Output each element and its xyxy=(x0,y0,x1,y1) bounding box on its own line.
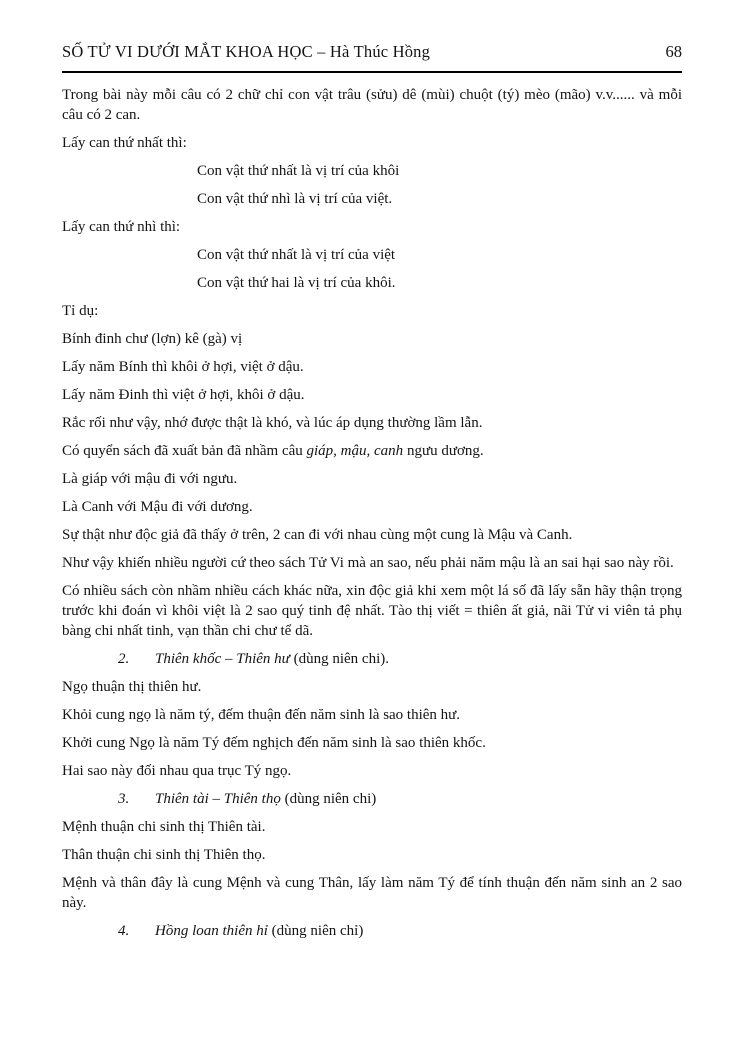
paragraph-ngo-thuan: Ngọ thuận thị thiên hư. xyxy=(62,679,202,695)
text-run: ngưu dương. xyxy=(403,443,484,459)
page-content xyxy=(62,85,682,941)
paragraph-su-that: Sự thật như độc giả đã thấy ở trên, 2 can đi với nhau cùng một cung là Mậu và Canh. xyxy=(62,527,573,543)
paragraph-khoi-nghich: Khởi cung Ngọ là năm Tý đếm nghịch đến năm sinh là sao thiên khốc. xyxy=(62,735,486,751)
running-title: SỐ TỬ VI DƯỚI MẮT KHOA HỌC – Hà Thúc Hồng xyxy=(62,42,431,61)
heading-suffix: (dùng niên chỉ) xyxy=(267,923,364,939)
paragraph-lay-can-1: Lấy can thứ nhất thì: xyxy=(62,135,187,151)
indented-line: Con vật thứ nhất là vị trí của việt xyxy=(197,247,396,263)
heading-number: 4. xyxy=(118,923,130,939)
heading-title: Thiên khốc – Thiên hư xyxy=(155,651,290,667)
paragraph-rac-roi: Rắc rối như vậy, nhớ được thật là khó, và lúc áp dụng thường lầm lẫn. xyxy=(62,415,483,431)
heading-suffix: (dùng niên chi). xyxy=(289,651,389,667)
paragraph-lay-nam-binh: Lấy năm Bính thì khôi ở hợi, việt ở dậu. xyxy=(62,359,304,375)
indented-line: Con vật thứ nhất là vị trí của khôi xyxy=(197,163,400,179)
page-header xyxy=(62,42,682,73)
page-number: 68 xyxy=(665,42,682,61)
heading-title: Hồng loan thiên hỉ xyxy=(155,923,268,939)
paragraph-binh-dinh: Bính đinh chư (lợn) kê (gà) vị xyxy=(62,331,243,347)
paragraph-la-canh: Là Canh với Mậu đi với dương. xyxy=(62,499,253,515)
text-run: Có quyển sách đã xuất bản đã nhầm câu xyxy=(62,443,307,459)
section-heading-4 xyxy=(118,921,682,941)
paragraph-co-nhieu: Có nhiều sách còn nhầm nhiều cách khác nữa, xin độc giả khi xem một lá số đã lấy sẵn hãy thận trọng trước khi đoán vì khôi việt là 2 sao quý tinh đệ nhất. Tào thị viết = thiên ất giả, nãi Tử vi viên tả phụ bàng chi nhất tinh, vạn thần chi chư tể dã. xyxy=(62,583,682,639)
paragraph-menh-va-than: Mệnh và thân đây là cung Mệnh và cung Thân, lấy làm năm Tý để tính thuận đến năm sinh an 2 sao này. xyxy=(62,875,682,911)
heading-title: Thiên tài – Thiên thọ xyxy=(155,791,281,807)
paragraph-ti-du: Tỉ dụ: xyxy=(62,303,99,319)
heading-suffix: (dùng niên chi) xyxy=(280,791,377,807)
indented-line: Con vật thứ nhì là vị trí của việt. xyxy=(197,191,393,207)
indented-line: Con vật thứ hai là vị trí của khôi. xyxy=(197,275,396,291)
paragraph-co-quyen xyxy=(62,441,682,461)
paragraph-nhu-vay: Như vậy khiến nhiều người cứ theo sách Tử Vi mà an sao, nếu phải năm mậu là an sai hại sao này rồi. xyxy=(62,555,674,571)
section-heading-2 xyxy=(118,649,682,669)
heading-number: 3. xyxy=(118,791,130,807)
paragraph-la-giap: Là giáp với mậu đi với ngưu. xyxy=(62,471,238,487)
paragraph-lay-can-2: Lấy can thứ nhì thì: xyxy=(62,219,181,235)
paragraph-intro: Trong bài này mỗi câu có 2 chữ chỉ con vật trâu (sửu) dê (mùi) chuột (tý) mèo (mão) v.v...... và mỗi câu có 2 can. xyxy=(62,87,682,123)
paragraph-lay-nam-dinh: Lấy năm Đinh thì việt ở hợi, khôi ở dậu. xyxy=(62,387,305,403)
heading-number: 2. xyxy=(118,651,130,667)
paragraph-khoi-thuan: Khỏi cung ngọ là năm tý, đếm thuận đến năm sinh là sao thiên hư. xyxy=(62,707,461,723)
paragraph-menh-thuan: Mệnh thuận chi sinh thị Thiên tài. xyxy=(62,819,266,835)
paragraph-hai-sao: Hai sao này đối nhau qua trục Tý ngọ. xyxy=(62,763,292,779)
section-heading-3 xyxy=(118,789,682,809)
paragraph-than-thuan: Thân thuận chi sinh thị Thiên thọ. xyxy=(62,847,266,863)
italic-run: giáp, mậu, canh xyxy=(306,443,404,459)
